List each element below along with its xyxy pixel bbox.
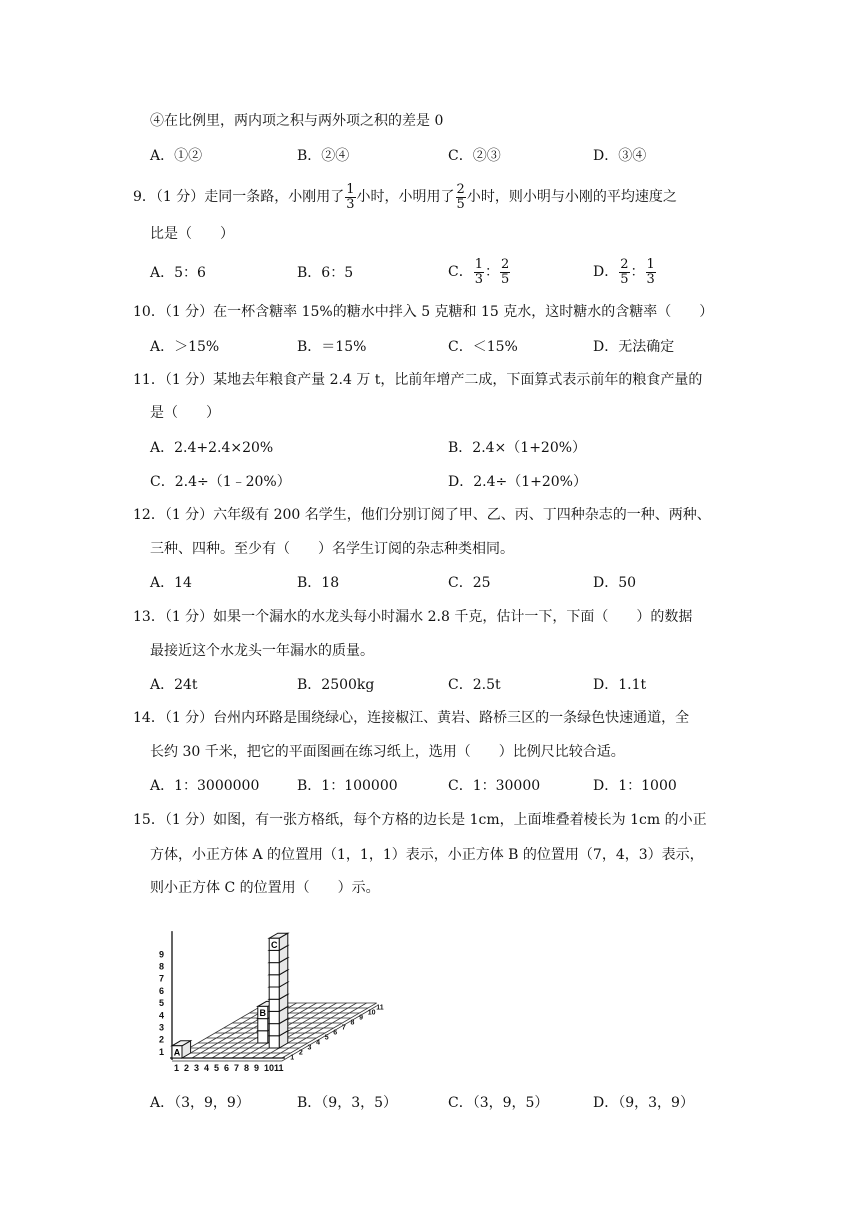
z-tick-label: 6 [159,985,165,996]
q14-option-d[interactable]: D．1：1000 [593,778,677,794]
q9-option-c[interactable] [448,256,511,288]
x-tick-label: 6 [224,1063,230,1073]
fraction-numerator: 2 [620,256,629,272]
cube-front [269,987,279,999]
q12-option-c[interactable]: C．25 [448,575,491,591]
cube-front [269,1011,279,1023]
q11-option-c[interactable]: C．2.4÷（1﹣20%） [150,474,291,490]
cube-front [269,1024,279,1036]
z-tick-label: 4 [159,1010,165,1021]
q8-statement-4: ④在比例里，两内项之积与两外项之积的差是 0 [150,113,444,129]
q14-option-c[interactable]: C．1：30000 [448,778,541,794]
x-tick-label: 1 [174,1063,180,1073]
q15-stem-line1: 15．（1 分）如图，有一张方格纸，每个方格的边长是 1cm，上面堆叠着棱长为 1cm 的小正 [133,812,707,828]
x-tick-label: 5 [214,1063,220,1073]
fraction-denominator: 3 [474,271,483,287]
q11-option-d[interactable]: D．2.4÷（1+20%） [448,474,587,490]
q14-option-b[interactable]: B．1：100000 [297,778,398,794]
q9-c-fraction-1 [474,258,484,287]
q8-option-c[interactable]: C．②③ [448,148,501,164]
q13-option-a[interactable]: A．24t [150,677,198,693]
q9-d-fraction-2 [646,258,656,287]
fraction-numerator: 2 [456,181,465,197]
q14-option-a[interactable]: A．1：3000000 [150,778,260,794]
q8-option-d[interactable]: D．③④ [593,148,647,164]
grid-line [282,1003,377,1058]
depth-tick-label: 2 [298,1049,303,1057]
q10-option-b[interactable]: B．＝15% [297,339,367,355]
q11-stem-line1: 11．（1 分）某地去年粮食产量 2.4 万 t，比前年增产二成，下面算式表示前年的粮食产量的 [133,372,703,388]
q9-stem-line2: 比是（ ） [150,226,234,242]
q9-c-fraction-2 [500,258,510,287]
z-tick-label: 1 [159,1046,165,1057]
fraction-numerator: 1 [346,181,355,197]
fraction-numerator: 1 [646,256,655,272]
z-tick-label: 7 [159,973,165,984]
q8-option-a[interactable]: A．①② [150,148,203,164]
q15-option-b[interactable]: B．（9，3，5） [297,1095,398,1111]
q15-option-d[interactable]: D．（9，3，9） [593,1095,694,1111]
q9-d-fraction-1 [619,258,629,287]
ratio-colon: ： [485,264,499,280]
option-label: D． [593,264,619,280]
depth-tick-label: 1 [290,1054,295,1062]
fraction-numerator: 2 [501,256,510,272]
q13-option-c[interactable]: C．2.5t [448,677,501,693]
depth-tick-label: 4 [316,1039,321,1047]
q15-stem-line2: 方体，小正方体 A 的位置用（1，1，1）表示，小正方体 B 的位置用（7，4，3）表示， [150,847,704,863]
z-tick-label: 8 [159,961,165,972]
x-tick-label: 4 [204,1063,210,1073]
cube-front [269,1036,279,1048]
q9-middle: 小时，小明用了 [356,189,455,205]
cube-label: A [173,1047,181,1058]
q9-option-d[interactable] [593,256,657,288]
x-tick-label: 11 [274,1063,284,1073]
cube-front [269,975,279,987]
q15-cube-grid-figure [150,908,422,1078]
q9-fraction-2 [456,183,466,212]
depth-tick-label: 11 [376,1004,384,1012]
fraction-numerator: 1 [474,256,483,272]
x-tick-label: 2 [184,1063,190,1073]
fraction-denominator: 3 [346,196,355,212]
depth-tick-label: 10 [367,1009,376,1017]
q12-option-b[interactable]: B．18 [297,575,340,591]
x-tick-label: 9 [254,1063,260,1073]
q13-option-d[interactable]: D．1.1t [593,677,647,693]
q11-option-b[interactable]: B．2.4×（1+20%） [448,440,587,456]
q10-stem: 10．（1 分）在一杯含糖率 15%的糖水中拌入 5 克糖和 15 克水，这时糖水的含糖率（ ） [133,304,714,320]
q13-option-b[interactable]: B．2500kg [297,677,375,693]
ratio-colon: ： [630,264,645,280]
fraction-denominator: 5 [456,196,465,212]
q15-stem-line3: 则小正方体 C 的位置用（ ）示。 [150,880,380,896]
q8-option-b[interactable]: B．②④ [297,148,350,164]
q12-option-a[interactable]: A．14 [150,575,192,591]
cube-front [269,999,279,1011]
cube-label: C [270,939,278,950]
fraction-denominator: 3 [646,271,655,287]
z-tick-label: 5 [159,998,165,1009]
cube-front [258,1019,268,1031]
q9-option-a[interactable]: A．5：6 [150,265,206,281]
cube-front [269,963,279,975]
depth-tick-label: 8 [350,1019,355,1027]
q10-option-a[interactable]: A．＞15% [150,339,220,355]
z-tick-label: 9 [159,949,165,960]
z-tick-label: 2 [159,1034,165,1045]
q13-stem-line2: 最接近这个水龙头一年漏水的质量。 [150,643,374,659]
q10-option-d[interactable]: D．无法确定 [593,339,675,355]
q14-stem-line2: 长约 30 千米，把它的平面图画在练习纸上，选用（ ）比例尺比较合适。 [150,744,625,760]
option-label: C． [448,264,473,280]
depth-tick-label: 5 [324,1034,329,1042]
depth-tick-label: 9 [359,1014,364,1022]
q14-stem-line1: 14．（1 分）台州内环路是围绕绿心，连接椒江、黄岩、路桥三区的一条绿色快速通道，全 [133,710,690,726]
q10-option-c[interactable]: C．＜15% [448,339,518,355]
x-tick-label: 3 [194,1063,200,1073]
cube-label: B [259,1008,267,1018]
q9-suffix: 小时，则小明与小刚的平均速度之 [466,189,677,205]
q9-fraction-1 [345,183,355,212]
x-tick-label: 7 [234,1063,240,1073]
depth-tick-label: 6 [333,1029,338,1037]
x-tick-label: 8 [244,1063,250,1073]
q12-option-d[interactable]: D．50 [593,575,637,591]
cube-front [269,950,279,962]
cube-front [258,1031,268,1043]
q15-option-a[interactable]: A．（3，9，9） [150,1095,250,1111]
q13-stem-line1: 13．（1 分）如果一个漏水的水龙头每小时漏水 2.8 千克，估计一下，下面（ ）的数据 [133,609,693,625]
q12-stem-line1: 12．（1 分）六年级有 200 名学生，他们分别订阅了甲、乙、丙、丁四种杂志的一种、两种、 [133,507,711,523]
q9-option-b[interactable]: B．6：5 [297,265,354,281]
cubes [172,933,288,1058]
q12-stem-line2: 三种、四种。至少有（ ）名学生订阅的杂志种类相同。 [150,541,514,557]
q9-stem-line1 [133,182,677,212]
q11-stem-line2: 是（ ） [150,405,220,421]
x-tick-label: 10 [264,1063,275,1073]
q11-option-a[interactable]: A．2.4+2.4×20% [150,440,274,456]
depth-tick-label: 3 [307,1044,312,1052]
z-tick-label: 3 [159,1022,165,1033]
fraction-denominator: 5 [620,271,629,287]
depth-tick-label: 7 [341,1024,346,1032]
q9-prefix: 9．（1 分）走同一条路，小刚用了 [133,189,345,205]
fraction-denominator: 5 [501,271,510,287]
q15-option-c[interactable]: C．（3，9，5） [448,1095,549,1111]
